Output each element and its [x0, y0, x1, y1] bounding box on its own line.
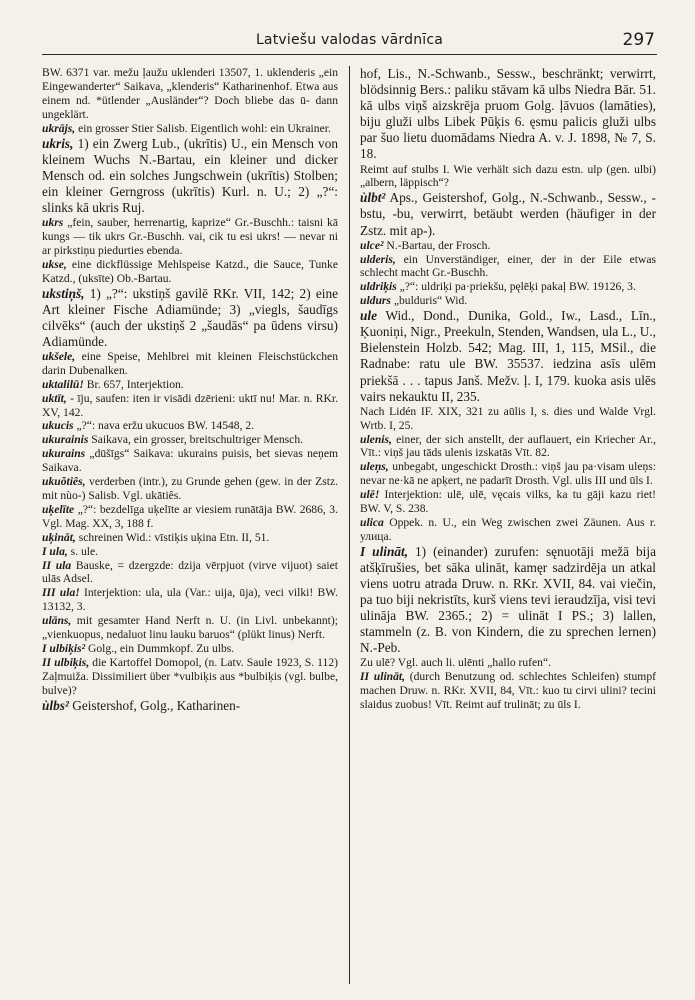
dictionary-entry [42, 642, 338, 656]
entry-headword: I ulināt, [360, 543, 409, 559]
dictionary-entry [42, 286, 338, 350]
dictionary-entry [360, 656, 656, 670]
entry-text: eine dickflüssige Mehlspeise Katzd., die Sauce, Tunke Katzd., (uksīte) Ob.-Bartau. [42, 257, 338, 285]
entry-headword: ukse, [42, 257, 67, 271]
entry-headword: II ula [42, 558, 72, 572]
entry-headword: uldriķis [360, 280, 397, 294]
dictionary-entry [42, 656, 338, 698]
entry-text: mit gesamter Hand Nerft n. U. (in Livl. unbekannt); „vienkuopus, nedaluot linu lauku baruos“ (plükt linus) Nerft. [42, 614, 338, 642]
entry-text: „?“: uldriķi pa·priekšu, pęlēķi pakaļ BW. 19126, 3. [396, 280, 636, 294]
entry-text: N.-Bartau, der Frosch. [383, 238, 491, 252]
entry-headword: uldurs [360, 294, 391, 308]
entry-text: Interjektion: ula, ula (Var.: uija, ūja), veci vilki! BW. 13132, 3. [42, 586, 338, 614]
dictionary-entry [360, 488, 656, 516]
dictionary-entry [360, 544, 656, 657]
entry-text: Zu ulē? Vgl. auch li. ulēnti „hallo rufen“. [360, 656, 552, 670]
dictionary-entry [360, 294, 656, 308]
entry-text: Golg., ein Dummkopf. Zu ulbs. [85, 641, 235, 655]
entry-text: Aps., Geistershof, Golg., N.-Schwanb., Sessw., -bstu, -bu, verwirrt, betäubt werden (häufiger in der Zstz. mit ap-). [360, 190, 656, 238]
entry-text: Saikava, ein grosser, breitschultriger Mensch. [88, 433, 304, 447]
entry-headword: ukšele, [42, 349, 76, 363]
dictionary-entry [360, 670, 656, 712]
dictionary-entry [42, 258, 338, 286]
dictionary-entry [360, 253, 656, 281]
entry-headword: ùlbt² [360, 190, 386, 206]
entry-headword: ukurains [42, 447, 86, 461]
dictionary-entry [42, 350, 338, 378]
entry-headword: ule [360, 308, 377, 324]
entry-text: „?“: nava eržu ukucuos BW. 14548, 2. [73, 419, 255, 433]
entry-text: Reimt auf stulbs I. Wie verhält sich dazu estn. ulp (gen. ulbi) „albern, läppisch“? [360, 162, 656, 190]
entry-text: BW. 6371 var. mežu ļaužu uklenderi 13507, 1. uklenderis „ein Eingewanderter“ Saikava, „klenderis“ Katharinenhof. Etwa aus einem nd. *ütlender „Ausländer“? Doch bliebe das ū- dann ungeklärt. [42, 66, 338, 121]
dictionary-entry [360, 433, 656, 461]
entry-headword: ulce² [360, 238, 384, 252]
entry-text: die Kartoffel Domopol, (n. Latv. Saule 1923, S. 112) Zaļmuiža. Dissimiliert über *vulbiķis aus *bulbiķis (vgl. bulbe, bulve)? [42, 655, 338, 697]
entry-headword: I ulbiķis² [42, 641, 86, 655]
entry-headword: III ula! [42, 586, 80, 600]
entry-headword: I ula, [42, 544, 68, 558]
entry-headword: ulenis, [360, 432, 392, 446]
left-column [42, 66, 338, 986]
entry-headword: uleņs, [360, 460, 389, 474]
entry-text: eine Speise, Mehlbrei mit kleinen Fleischstückchen darin Dubenalken. [42, 349, 338, 377]
entry-headword: ulica [360, 516, 384, 529]
entry-text: ein Unverständiger, einer, der in der Eile etwas schlecht macht Gr.-Buschh. [360, 252, 656, 280]
entry-headword: uķelīte [42, 502, 75, 516]
page-number: 297 [622, 30, 655, 50]
entry-headword: ukucis [42, 419, 74, 433]
entry-text: (durch Benutzung od. schlechtes Schleifen) stumpf machen Druw. n. RKr. XVII, 84, Vīt.: kuo tu cirvi ulini? tecini slaidus zuobus! Vīt. Reimt auf trulināt; zu ūls I. [360, 670, 656, 712]
entry-headword: ulē! [360, 488, 380, 502]
entry-headword: uktīt, [42, 391, 67, 405]
dictionary-entry [42, 122, 338, 136]
dictionary-entry [360, 66, 656, 163]
entry-text: „fein, sauber, herrenartig, kaprize“ Gr.-Buschh.: taisni kā kungs — tik ukrs Gr.-Buschh. vai, cik tu esi ukrs! — nevar ni ar pirkstiņu piedurties ebenda. [42, 216, 338, 257]
entry-text: Interjektion: ulē, ulē, vęcais vilks, ka tu gāji kazu riet! BW. V, S. 238. [360, 488, 656, 516]
page-title: Latviešu valodas vārdnīca [255, 32, 444, 48]
entry-text: Geistershof, Golg., Katharinen- [68, 697, 241, 713]
entry-text: einer, der sich anstellt, der auflauert, ein Kriecher Ar., Vīt.: viņš jau tāds ulenis izskatās Vīt. 82. [360, 432, 656, 460]
entry-text: ein grosser Stier Salisb. Eigentlich wohl: ein Ukrainer. [75, 121, 331, 135]
right-column [360, 66, 656, 986]
entry-text: schreinen Wid.: vīstiķis uķina Etn. II, 51. [75, 530, 270, 544]
entry-text: Nach Lidén IF. XIX, 321 zu aūlis I, s. dies und Walde Vrgl. Wrtb. I, 25. [360, 404, 656, 432]
entry-text: 1) (einander) zurufen: sęnuotāji mežā bija atšķīrušies, bet sāka ulināt, kamęr sadzirdēja un atkal viens uotru atrada Druw. n. RKr. XVII, 84. vai viečin, pa tuo biji nekristīts, kurš viens tevi ieraudzīja, visi tevi ulināja BW. 2365.; 2) = ulināt I PS.; 3) lallen, stammeln (z. B. von Kindern, die zu sprechen lernen) N.-Peb. [360, 543, 656, 656]
dictionary-entry [360, 190, 656, 238]
dictionary-entry [42, 503, 338, 531]
dictionary-entry [42, 419, 338, 433]
dictionary-entry [42, 531, 338, 545]
entry-headword: ukrs [42, 216, 64, 229]
dictionary-entry [42, 614, 338, 642]
entry-headword: ukris, [42, 135, 74, 151]
entry-text: „?“: bezdelīga uķelīte ar viesiem runātāja BW. 2686, 3. Vgl. Mag. XX, 3, 188 f. [42, 502, 338, 530]
entry-text: s. ule. [67, 544, 99, 558]
dictionary-entry [42, 66, 338, 122]
entry-text: unbegabt, ungeschickt Drosth.: viņš jau pa·visam uleņs: nevar ne·kā ne apķert, ne padarīt Drosth. Vgl. ulis III und ūls I. [360, 460, 656, 488]
entry-headword: uktalilū! [42, 377, 84, 391]
entry-text: 1) ein Zwerg Lub., (ukrītis) U., ein Mensch von kleinem Wuchs N.-Bartau, ein kleiner und dicker Mensch od. ein solches Jungschwein (ukrītis) Stolben; ein kleiner Gerngross (ukrītis) Kurl. n. U.; 2) „?“: slinks kā ukris Ruj. [42, 135, 338, 215]
entry-text: 1) „?“: ukstiņš gavilē RKr. VII, 142; 2) eine Art kleiner Fische Adiamünde; 3) „viegls, šaudīgs cilvēks“ (auch der ukstiņš 2 „šaudās“ pa ūdens virsu) Adiamünde. [42, 285, 338, 349]
entry-text: Bauske, = dzergzde: dzija vērpjuot (virve vijuot) saiet ulās Adsel. [42, 558, 338, 586]
dictionary-entry [42, 392, 338, 420]
dictionary-entry [42, 378, 338, 392]
entry-text: Br. 657, Interjektion. [83, 377, 184, 391]
dictionary-entry [360, 308, 656, 405]
dictionary-entry [360, 405, 656, 433]
dictionary-entry [42, 447, 338, 475]
dictionary-entry [42, 475, 338, 503]
dictionary-entry [42, 559, 338, 587]
entry-text: hof, Lis., N.-Schwanb., Sessw., beschränkt; verwirrt, blödsinnig Bers.: paliku stāvam kā ulbs Niedra Bār. 51. kā ulbs viņš aizskrēja pruom Golg. ļāvuos (lamāties), biju gluži ulbs Libek Pūķis 6. ęsmu palicis gluži ulbs par šuo lietu duomādams Niedra A. v. J. 1898, № 7, S. 18. [360, 66, 656, 162]
entry-headword: uķināt, [42, 530, 76, 544]
dictionary-entry [360, 516, 656, 544]
dictionary-entry [42, 545, 338, 559]
entry-text: „bulduris“ Wid. [390, 294, 468, 308]
dictionary-entry [42, 433, 338, 447]
entry-headword: II ulināt, [360, 670, 406, 684]
entry-headword: ulāns, [42, 614, 72, 628]
entry-text: verderben (intr.), zu Grunde gehen (gew. in der Zstz. mit nùo-) Salisb. Vgl. ukātiês. [42, 475, 338, 502]
dictionary-entry [42, 586, 338, 614]
entry-text: „dūšīgs“ Saikava: ukurains puisis, bet sievas neņem Saikava. [42, 447, 338, 475]
dictionary-entry [42, 136, 338, 216]
entry-headword: II ulbiķis, [42, 655, 90, 669]
dictionary-entry [360, 163, 656, 191]
dictionary-entry [42, 216, 338, 258]
entry-headword: ukuõtiês, [42, 475, 86, 489]
entry-headword: ukurainis [42, 433, 89, 447]
entry-text: Oppek. n. U., ein Weg zwischen zwei Zäunen. Aus r. улица. [360, 516, 656, 543]
entry-headword: ukrājs, [42, 121, 76, 135]
entry-text: - īju, saufen: iten ir visādi dzērieni: uktī nu! Mar. n. RKr. XV, 142. [42, 391, 338, 419]
dictionary-entry [360, 280, 656, 294]
column-divider [349, 66, 350, 984]
dictionary-entry [42, 698, 338, 714]
entry-headword: ulderis, [360, 252, 396, 266]
entry-headword: ùlbs² [42, 697, 69, 713]
dictionary-entry [360, 460, 656, 488]
entry-headword: ukstiņš, [42, 285, 85, 301]
entry-text: Wid., Dond., Dunika, Gold., Iw., Lasd., Līn., Ķuoniņi, Nigr., Preekuln, Stenden, Wandsen, ula L., U., Bielenstein Holzb. 542; Mag. III, 1, 115, MSil., die Radnabe: ratu ule BW. 35537. iedzina asīs ulēm priekšā . . . tapus Janš. Mežv. ļ. I, 179. kuoka asis ulēs vairs nekauktu II, 235. [360, 308, 656, 404]
page-header [42, 30, 657, 55]
dictionary-entry [360, 239, 656, 253]
